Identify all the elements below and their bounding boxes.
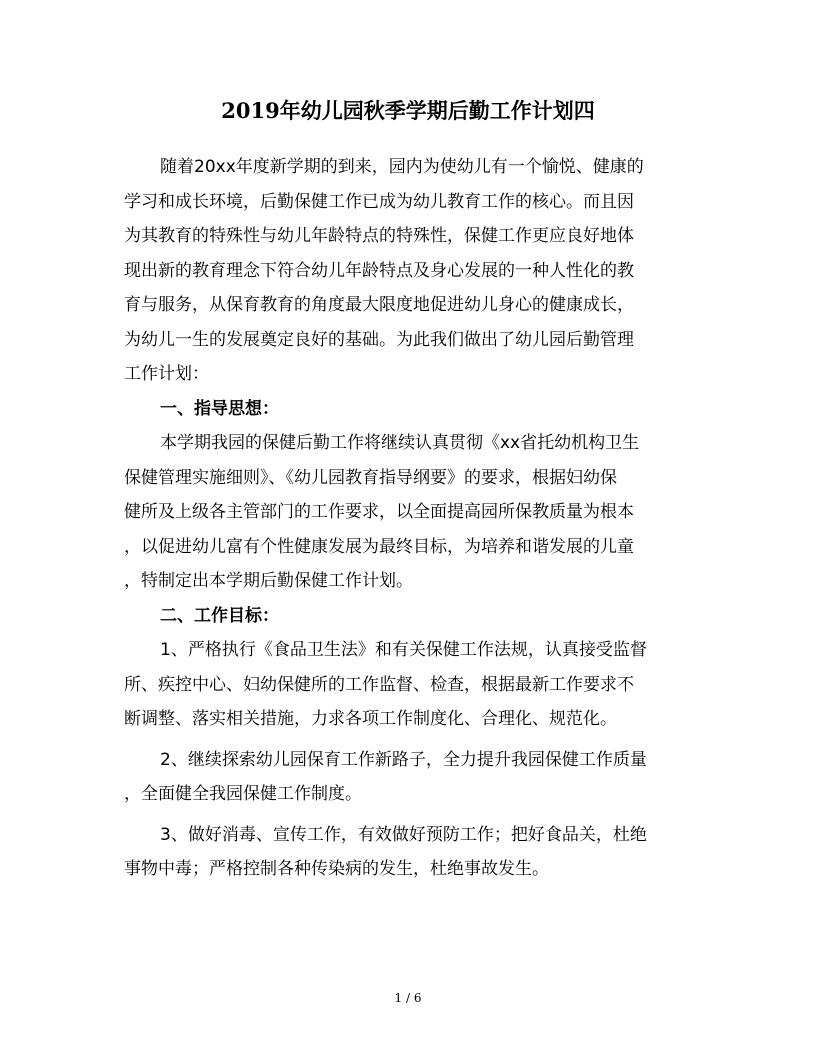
paragraph-line: 2、继续探索幼儿园保育工作新路子，全力提升我园保健工作质量 xyxy=(160,749,647,770)
paragraph-line: 健所及上级各主管部门的工作要求，以全面提高园所保教质量为根本 xyxy=(124,502,634,522)
intro-paragraph xyxy=(124,150,698,392)
paragraph-line: 工作计划： xyxy=(124,364,209,384)
document-title: 2019年幼儿园秋季学期后勤工作计划四 xyxy=(221,98,595,123)
paragraph-line: 为幼儿一生的发展奠定良好的基础。为此我们做出了幼儿园后勤管理 xyxy=(124,329,634,350)
paragraph-line: ，特制定出本学期后勤保健工作计划。 xyxy=(124,571,413,591)
paragraph-line: 现出新的教育理念下符合幼儿年龄特点及身心发展的一种人性化的教 xyxy=(124,260,634,281)
page-number: 1 / 6 xyxy=(394,991,422,1005)
goal-item-1 xyxy=(124,633,698,737)
paragraph-line: 随着20xx年度新学期的到来，园内为使幼儿有一个愉悦、健康的 xyxy=(160,157,644,177)
paragraph-line: 1、严格执行《食品卫生法》和有关保健工作法规，认真接受监督 xyxy=(160,640,647,660)
goal-item-3 xyxy=(124,818,698,887)
paragraph-line: ，全面健全我园保健工作制度。 xyxy=(124,784,362,804)
paragraph-line: 事物中毒；严格控制各种传染病的发生，杜绝事故发生。 xyxy=(124,859,549,879)
paragraph-line: 所、疾控中心、妇幼保健所的工作监督、检查，根据最新工作要求不 xyxy=(124,674,634,695)
document-body xyxy=(124,150,698,887)
paragraph-line: 育与服务，从保育教育的角度最大限度地促进幼儿身心的健康成长， xyxy=(124,295,634,315)
guiding-ideas-paragraph xyxy=(124,426,698,599)
goal-item-2 xyxy=(124,743,698,812)
paragraph-line: ，以促进幼儿富有个性健康发展为最终目标，为培养和谐发展的儿童 xyxy=(124,536,634,557)
paragraph-line: 保健管理实施细则》、《幼儿园教育指导纲要》的要求，根据妇幼保 xyxy=(124,467,617,488)
paragraph-line: 学习和成长环境，后勤保健工作已成为幼儿教育工作的核心。而且因 xyxy=(124,191,634,212)
paragraph-line: 断调整、落实相关措施，力求各项工作制度化、合理化、规范化。 xyxy=(124,709,617,729)
section-heading-work-goals: 二、工作目标： xyxy=(160,605,279,626)
paragraph-line: 为其教育的特殊性与幼儿年龄特点的特殊性，保健工作更应良好地体 xyxy=(124,226,634,246)
paragraph-line: 本学期我园的保健后勤工作将继续认真贯彻《xx省托幼机构卫生 xyxy=(160,433,640,453)
section-heading-guiding-ideas: 一、指导思想： xyxy=(160,398,279,419)
paragraph-line: 3、做好消毒、宣传工作，有效做好预防工作；把好食品关，杜绝 xyxy=(160,824,647,845)
